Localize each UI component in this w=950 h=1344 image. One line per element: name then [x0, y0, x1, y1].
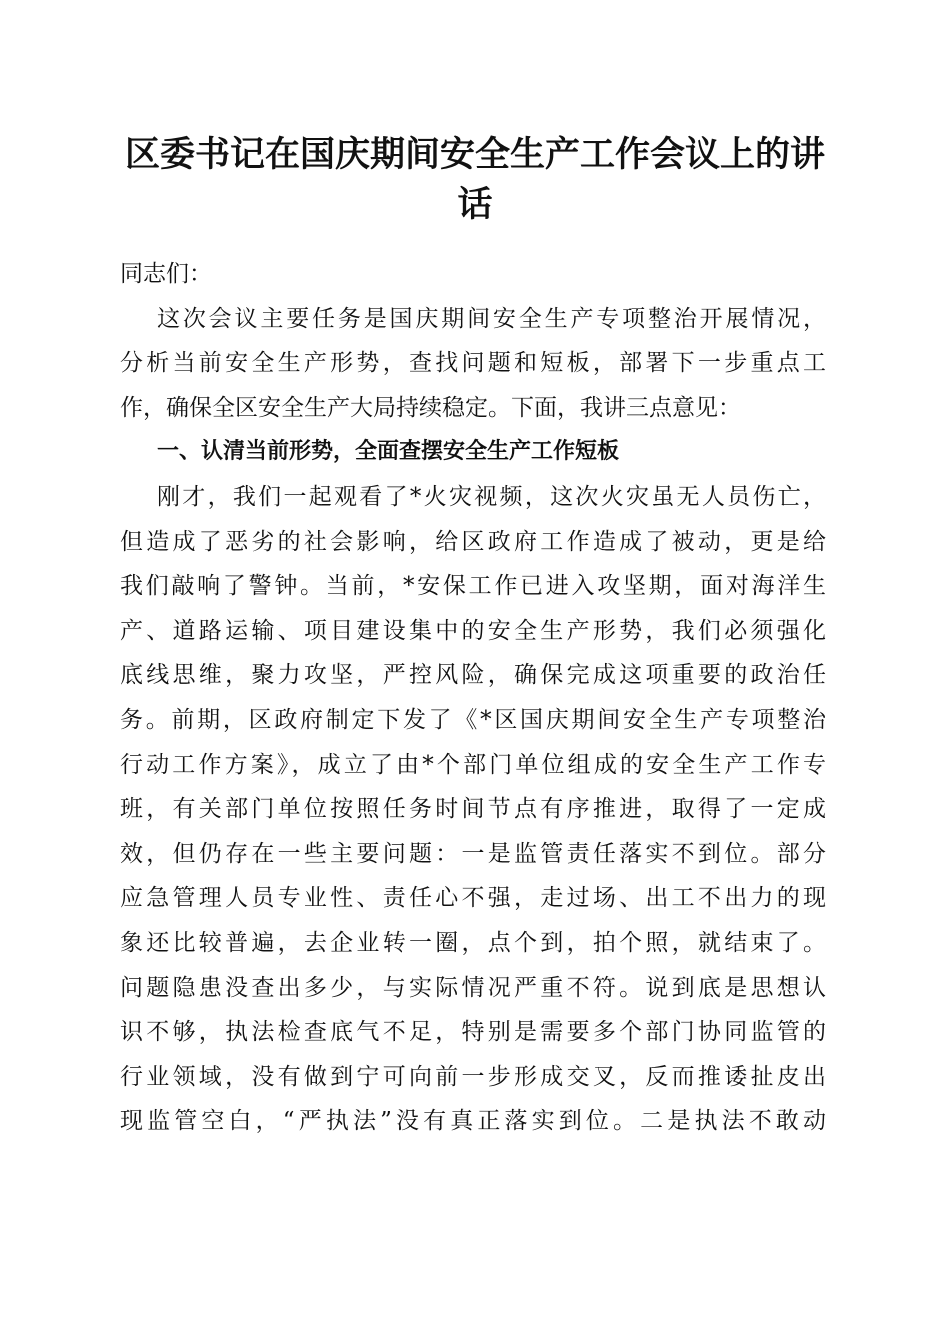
intro-line: 作，确保全区安全生产大局持续稳定。下面，我讲三点意见：: [120, 394, 741, 421]
document-title: [100, 130, 850, 230]
body-line: 我们敲响了警钟。当前，*安保工作已进入攻坚期，面对海洋生: [120, 573, 826, 600]
title-line-1: 区委书记在国庆期间安全生产工作会议上的讲: [124, 134, 825, 175]
intro-line: 分析当前安全生产形势，查找问题和短板，部署下一步重点工: [120, 350, 826, 377]
body-line: 底线思维，聚力攻坚，严控风险，确保完成这项重要的政治任: [120, 662, 826, 689]
document-body: [120, 252, 826, 1144]
body-line: 应急管理人员专业性、责任心不强，走过场、出工不出力的现: [120, 885, 826, 912]
body-line: 但造成了恶劣的社会影响，给区政府工作造成了被动，更是给: [120, 528, 826, 555]
intro-line: 这次会议主要任务是国庆期间安全生产专项整治开展情况，: [157, 305, 826, 332]
body-line: 象还比较普遍，去企业转一圈，点个到，拍个照，就结束了。: [120, 929, 826, 956]
body-line: 行业领域，没有做到宁可向前一步形成交叉，反而推诿扯皮出: [120, 1063, 826, 1090]
body-line: 行动工作方案》，成立了由*个部门单位组成的安全生产工作专: [120, 751, 826, 778]
body-line: 现监管空白，“严执法”没有真正落实到位。二是执法不敢动: [120, 1108, 826, 1135]
salutation: 同志们：: [120, 261, 212, 287]
intro-paragraph: [120, 297, 826, 431]
body-line: 班，有关部门单位按照任务时间节点有序推进，取得了一定成: [120, 796, 826, 823]
section-1-paragraph: [120, 475, 826, 1144]
body-line: 务。前期，区政府制定下发了《*区国庆期间安全生产专项整治: [120, 706, 826, 733]
body-line: 刚才，我们一起观看了*火灾视频，这次火灾虽无人员伤亡，: [157, 483, 826, 510]
body-line: 识不够，执法检查底气不足，特别是需要多个部门协同监管的: [120, 1019, 826, 1046]
section-heading: 一、认清当前形势，全面查摆安全生产工作短板: [157, 439, 620, 465]
body-line: 效，但仍存在一些主要问题：一是监管责任落实不到位。部分: [120, 840, 826, 867]
body-line: 问题隐患没查出多少，与实际情况严重不符。说到底是思想认: [120, 974, 826, 1001]
title-line-2: 话: [457, 184, 493, 225]
body-line: 产、道路运输、项目建设集中的安全生产形势，我们必须强化: [120, 617, 826, 644]
